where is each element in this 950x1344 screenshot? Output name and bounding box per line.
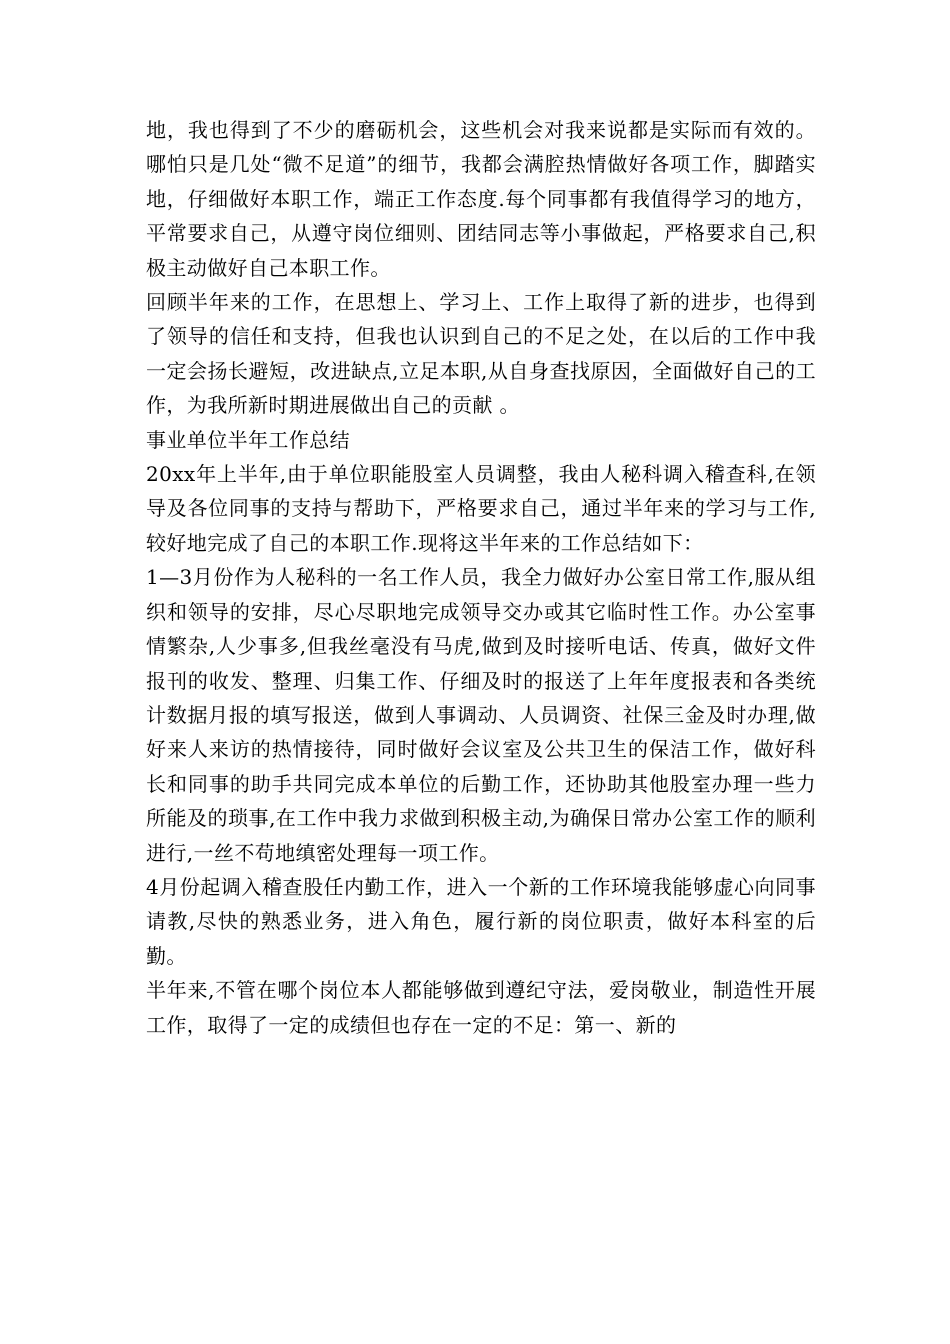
paragraph-2: 回顾半年来的工作，在思想上、学习上、工作上取得了新的进步，也得到了领导的信任和支持，但我也认识到自己的不足之处，在以后的工作中我一定会扬长避短，改进缺点,立足本职,从自身查找原因，全面做好自己的工作，为我所新时期进展做出自己的贡献 。 bbox=[146, 290, 816, 418]
document-body bbox=[146, 113, 816, 1042]
paragraph-6: 半年来,不管在哪个岗位本人都能够做到遵纪守法，爱岗敬业，制造性开展工作，取得了一定的成绩但也存在一定的不足：第一、新的 bbox=[146, 978, 816, 1037]
paragraph-1: 地，我也得到了不少的磨砺机会，这些机会对我来说都是实际而有效的。哪怕只是几处“微不足道”的细节，我都会满腔热情做好各项工作，脚踏实地，仔细做好本职工作，端正工作态度.每个同事都有我值得学习的地方，平常要求自己，从遵守岗位细则、团结同志等小事做起，严格要求自己,积极主动做好自己本职工作。 bbox=[146, 118, 816, 280]
paragraph-3: 20xx年上半年,由于单位职能股室人员调整，我由人秘科调入稽查科,在领导及各位同事的支持与帮助下，严格要求自己，通过半年来的学习与工作,较好地完成了自己的本职工作.现将这半年来的工作总结如下： bbox=[146, 462, 816, 555]
paragraph-5: 4月份起调入稽查股任内勤工作，进入一个新的工作环境我能够虚心向同事请教,尽快的熟悉业务，进入角色，履行新的岗位职责，做好本科室的后勤。 bbox=[146, 874, 816, 968]
paragraph-4: 1—3月份作为人秘科的一名工作人员，我全力做好办公室日常工作,服从组织和领导的安排，尽心尽职地完成领导交办或其它临时性工作。办公室事情繁杂,人少事多,但我丝毫没有马虎,做到及时接听电话、传真，做好文件报刊的收发、整理、归集工作、仔细及时的报送了上年年度报表和各类统计数据月报的填写报送，做到人事调动、人员调资、社保三金及时办理,做好来人来访的热情接待，同时做好会议室及公共卫生的保洁工作，做好科长和同事的助手共同完成本单位的后勤工作，还协助其他股室办理一些力所能及的琐事,在工作中我力求做到积极主动,为确保日常办公室工作的顺利进行,一丝不苟地缜密处理每一项工作。 bbox=[146, 565, 816, 865]
section-heading: 事业单位半年工作总结 bbox=[146, 427, 350, 452]
